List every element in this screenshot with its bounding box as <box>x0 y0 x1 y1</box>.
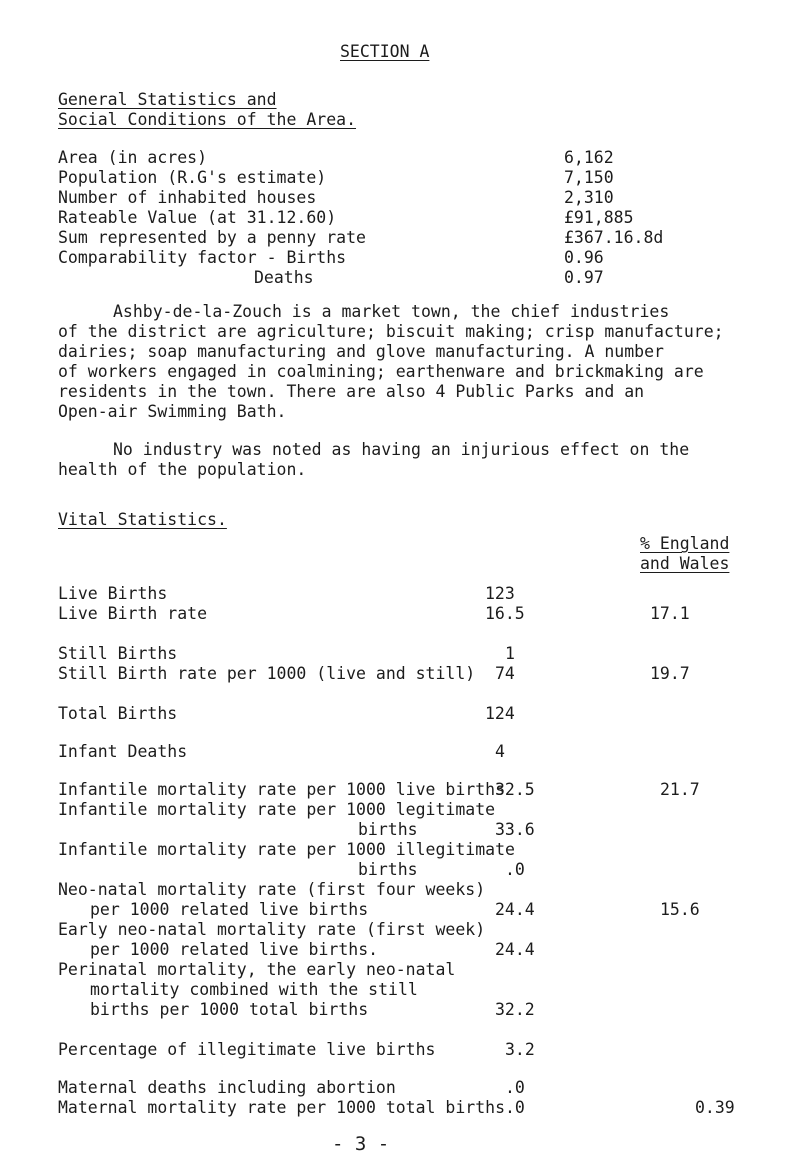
general-row-label: Area (in acres) <box>58 148 208 167</box>
vital-row-value: 4 <box>495 742 505 761</box>
vital-row-ew-value: 19.7 <box>650 664 690 683</box>
general-row-value: 0.97 <box>564 268 604 287</box>
vital-row-label: births <box>358 820 418 839</box>
vital-row-value: 3.2 <box>505 1040 535 1059</box>
vital-row-label: Still Births <box>58 644 178 663</box>
vital-row-label: births per 1000 total births <box>90 1000 369 1019</box>
vital-row-label: Infantile mortality rate per 1000 legitimate <box>58 800 496 819</box>
general-row-label: Deaths <box>254 268 314 287</box>
general-heading-line1: General Statistics and <box>58 90 277 109</box>
vital-row-label: Still Birth rate per 1000 (live and still) <box>58 664 476 683</box>
general-row-label: Number of inhabited houses <box>58 188 317 207</box>
vital-row-label: Infantile mortality rate per 1000 illegitimate <box>58 840 515 859</box>
general-row-label: Sum represented by a penny rate <box>58 228 366 247</box>
column-header-england-wales: % England <box>640 534 730 553</box>
page-number: - 3 - <box>332 1133 390 1155</box>
paragraph-line: residents in the town. There are also 4 Public Parks and an <box>58 382 645 401</box>
vital-row-value: 123 <box>485 584 515 603</box>
vital-row-value: 32.2 <box>495 1000 535 1019</box>
vital-row-value: 124 <box>485 704 515 723</box>
vital-row-value: 24.4 <box>495 940 535 959</box>
vital-row-ew-value: 21.7 <box>660 780 700 799</box>
vital-row-ew-value: 15.6 <box>660 900 700 919</box>
vital-row-value: 33.6 <box>495 820 535 839</box>
paragraph-line: Ashby-de-la-Zouch is a market town, the chief industries <box>113 302 670 321</box>
general-row-value: £91,885 <box>564 208 634 227</box>
general-row-value: 6,162 <box>564 148 614 167</box>
general-heading-line2: Social Conditions of the Area. <box>58 110 357 129</box>
vital-row-label: Perinatal mortality, the early neo-natal <box>58 960 456 979</box>
vital-row-label: births <box>358 860 418 879</box>
vital-row-label: Early neo-natal mortality rate (first week) <box>58 920 486 939</box>
vital-row-ew-value: 0.39 <box>695 1098 735 1117</box>
vital-row-value: 1 <box>505 644 515 663</box>
vital-row-value: 74 <box>495 664 515 683</box>
vital-row-label: Infant Deaths <box>58 742 188 761</box>
general-row-value: 7,150 <box>564 168 614 187</box>
general-row-value: 2,310 <box>564 188 614 207</box>
vital-row-label: Live Birth rate <box>58 604 208 623</box>
paragraph-line: of workers engaged in coalmining; earthenware and brickmaking are <box>58 362 704 381</box>
paragraph-line: Open-air Swimming Bath. <box>58 402 287 421</box>
vital-row-label: Live Births <box>58 584 168 603</box>
vital-heading: Vital Statistics. <box>58 510 227 529</box>
vital-row-ew-value: 17.1 <box>650 604 690 623</box>
vital-row-value: 16.5 <box>485 604 525 623</box>
vital-row-label: Maternal deaths including abortion <box>58 1078 396 1097</box>
paragraph-line: dairies; soap manufacturing and glove manufacturing. A number <box>58 342 664 361</box>
vital-row-value: .0 <box>505 1078 525 1097</box>
vital-row-label: Neo-natal mortality rate (first four weeks) <box>58 880 486 899</box>
vital-row-label: Infantile mortality rate per 1000 live births <box>58 780 506 799</box>
vital-row-label: Percentage of illegitimate live births <box>58 1040 436 1059</box>
paragraph-line: health of the population. <box>58 460 307 479</box>
general-row-label: Population (R.G's estimate) <box>58 168 327 187</box>
vital-row-label: mortality combined with the still <box>90 980 418 999</box>
general-row-label: Comparability factor - Births <box>58 248 347 267</box>
vital-row-label: per 1000 related live births. <box>90 940 379 959</box>
general-row-value: 0.96 <box>564 248 604 267</box>
vital-row-value: 32.5 <box>495 780 535 799</box>
vital-row-value: .0 <box>505 1098 525 1117</box>
paragraph-line: No industry was noted as having an injurious effect on the <box>113 440 690 459</box>
vital-row-value: 24.4 <box>495 900 535 919</box>
vital-row-value: .0 <box>505 860 525 879</box>
section-heading: SECTION A <box>340 42 430 61</box>
vital-row-label: per 1000 related live births <box>90 900 369 919</box>
general-row-value: £367.16.8d <box>564 228 664 247</box>
vital-row-label: Maternal mortality rate per 1000 total births <box>58 1098 506 1117</box>
paragraph-line: of the district are agriculture; biscuit making; crisp manufacture; <box>58 322 724 341</box>
vital-row-label: Total Births <box>58 704 178 723</box>
column-header-england-wales: and Wales <box>640 554 730 573</box>
general-row-label: Rateable Value (at 31.12.60) <box>58 208 337 227</box>
